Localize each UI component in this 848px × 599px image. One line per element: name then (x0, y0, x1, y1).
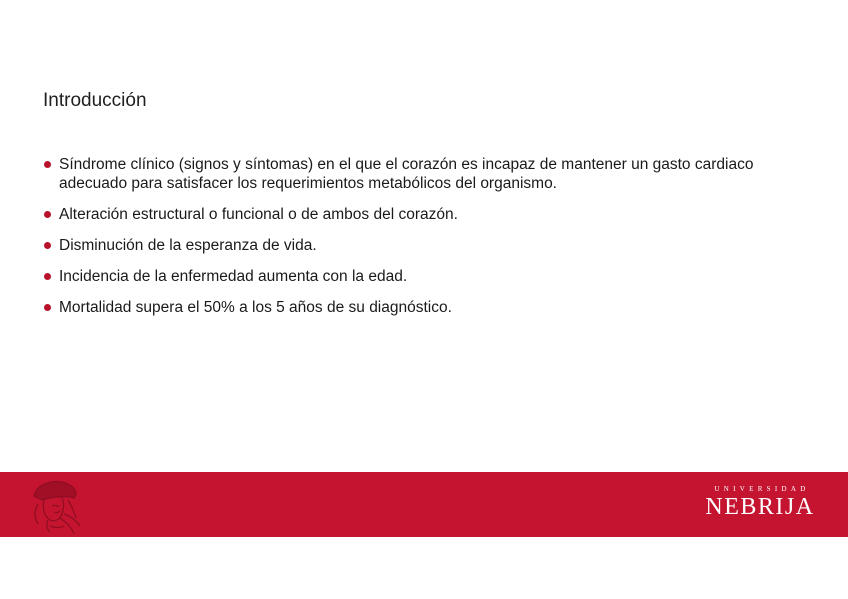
bullet-text: Síndrome clínico (signos y síntomas) en el que el corazón es incapaz de mantener un gasto cardiaco adecuado para satisfacer los requerimientos metabólicos del organismo. (59, 156, 754, 192)
bullet-dot-icon (44, 304, 51, 311)
bullet-text: Disminución de la esperanza de vida. (59, 237, 317, 254)
bullet-text: Mortalidad supera el 50% a los 5 años de su diagnóstico. (59, 299, 452, 316)
footer-band (0, 472, 848, 537)
bullet-item (44, 236, 814, 255)
bullet-text: Incidencia de la enfermedad aumenta con la edad. (59, 268, 408, 285)
bullet-dot-icon (44, 242, 51, 249)
bullet-item (44, 205, 814, 224)
nebrija-logo (696, 485, 824, 520)
bullet-item (44, 267, 814, 286)
bullet-dot-icon (44, 211, 51, 218)
bullet-item (44, 155, 814, 193)
bullet-list (44, 155, 814, 329)
bullet-dot-icon (44, 161, 51, 168)
bullet-text: Alteración estructural o funcional o de ambos del corazón. (59, 206, 458, 223)
logo-main-text: NEBRIJA (705, 494, 815, 520)
slide-title: Introducción (43, 90, 147, 111)
nebrija-portrait-icon (24, 474, 90, 536)
bullet-item (44, 298, 814, 317)
bullet-dot-icon (44, 273, 51, 280)
logo-top-text: UNIVERSIDAD (714, 485, 810, 493)
